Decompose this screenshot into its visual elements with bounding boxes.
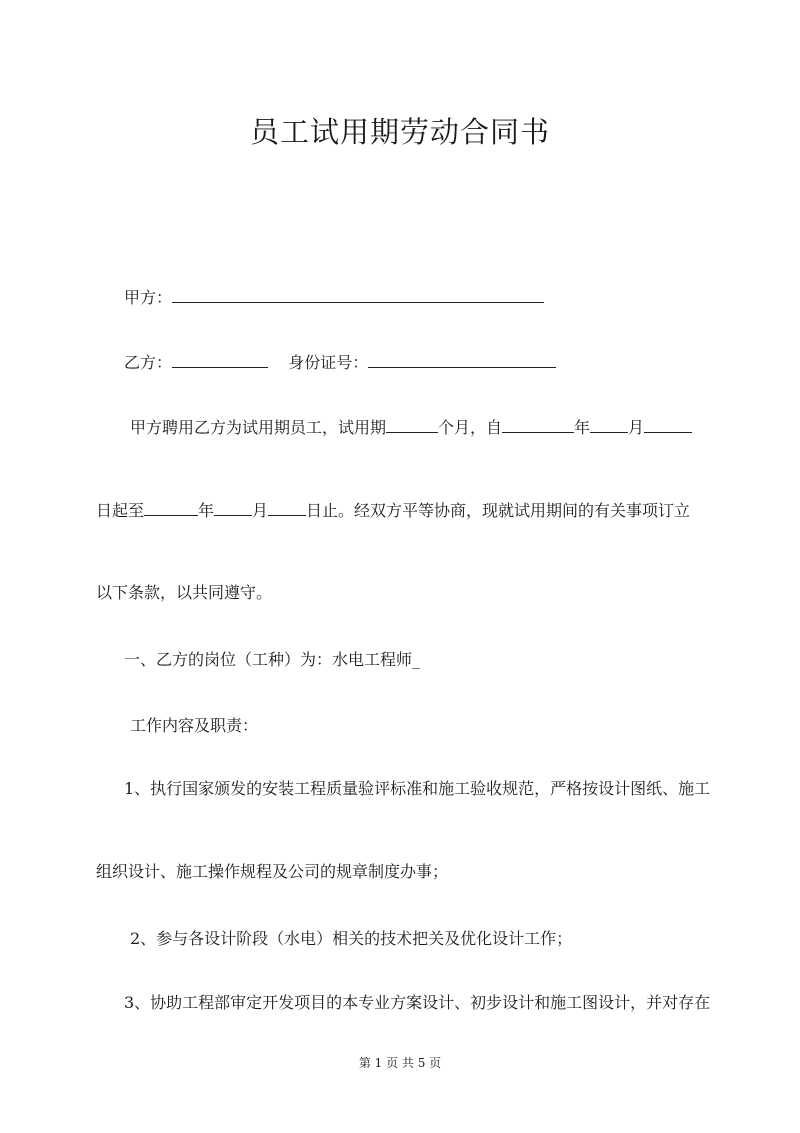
para1-text-d: 月 — [628, 418, 645, 437]
trial-months-blank — [386, 417, 438, 433]
end-month-blank — [214, 500, 252, 516]
item1-line2: 组织设计、施工操作规程及公司的规章制度办事； — [96, 862, 449, 881]
section1-label: 一、乙方的岗位（工种）为： — [124, 650, 333, 669]
paragraph1-line2 — [96, 500, 690, 521]
item2-line: 2、参与各设计阶段（水电）相关的技术把关及优化设计工作； — [130, 929, 573, 948]
section1-value: 水电工程师_ — [332, 650, 421, 669]
para1-text-e: 日起至 — [96, 501, 145, 520]
start-year-blank — [502, 417, 574, 433]
id-number-blank — [368, 352, 556, 368]
para1-text-g: 月 — [252, 501, 269, 520]
start-month-blank — [590, 417, 628, 433]
end-year-blank — [144, 500, 198, 516]
para1-text-b: 个月，自 — [438, 418, 503, 437]
party-a-line — [124, 287, 544, 308]
party-b-blank — [172, 352, 268, 368]
party-a-blank — [172, 287, 544, 303]
party-a-label: 甲方： — [124, 288, 173, 307]
duties-heading: 工作内容及职责： — [130, 716, 259, 735]
para1-text-h: 日止。经双方平等协商，现就试用期间的有关事项订立 — [306, 501, 691, 520]
end-day-blank — [268, 500, 306, 516]
paragraph1-line1 — [130, 417, 692, 438]
page-number: 第 1 页 共 5 页 — [358, 1056, 442, 1070]
section1-line — [124, 650, 420, 670]
item3-line1: 3、协助工程部审定开发项目的本专业方案设计、初步设计和施工图设计，并对存在 — [124, 993, 711, 1012]
start-day-blank — [644, 417, 692, 433]
para1-text-a: 甲方聘用乙方为试用期员工，试用期 — [130, 418, 387, 437]
party-b-line — [124, 352, 556, 373]
para1-text-c: 年 — [574, 418, 591, 437]
para1-text-f: 年 — [198, 501, 215, 520]
id-number-label: 身份证号： — [288, 353, 369, 372]
document-title: 员工试用期劳动合同书 — [249, 115, 550, 149]
paragraph1-line3: 以下条款，以共同遵守。 — [96, 583, 273, 602]
party-b-label: 乙方： — [124, 353, 173, 372]
item1-line1: 1、执行国家颁发的安装工程质量验评标准和施工验收规范，严格按设计图纸、施工 — [124, 779, 711, 798]
